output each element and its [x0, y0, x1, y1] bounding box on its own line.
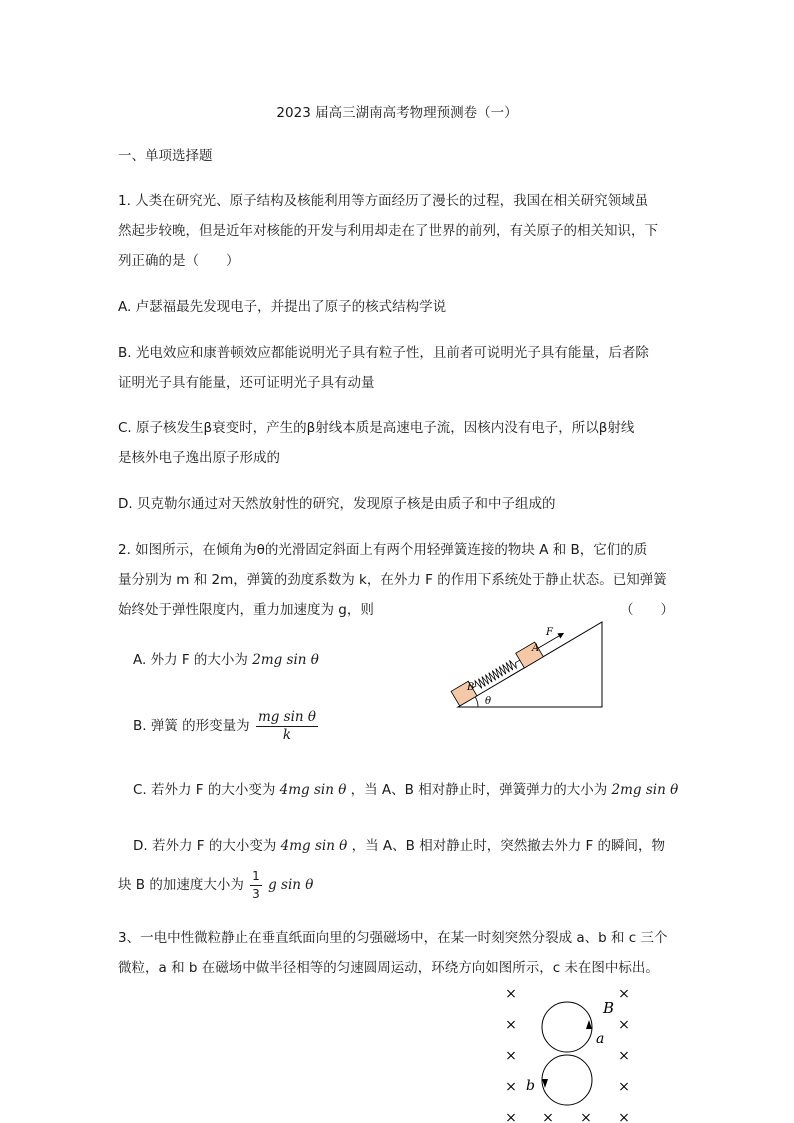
label-theta: θ	[485, 696, 492, 707]
q2-option-d-formula-1: 4mg sin θ	[280, 838, 348, 854]
q1-option-c-line-2: 是核外电子逸出原子形成的	[118, 450, 280, 466]
page-title: 2023 届高三湖南高考物理预测卷（一）	[276, 105, 518, 121]
label-particle-b: b	[526, 1078, 535, 1094]
q1-option-b-line-2: 证明光子具有能量，还可证明光子具有动量	[118, 375, 375, 391]
q2-option-d-line-1	[133, 836, 665, 856]
field-cross: ×	[618, 1110, 630, 1123]
fraction-numerator: 1	[250, 868, 262, 886]
q3-stem-line-1: 3、一电中性微粒静止在垂直纸面向里的匀强磁场中，在某一时刻突然分裂成 a、b 和 c 三个	[118, 930, 668, 946]
q1-stem-line-3: 列正确的是（ ）	[118, 253, 240, 269]
q2-option-c-text-2: ，当 A、B 相对静止时，弹簧弹力的大小为	[350, 782, 608, 798]
q2-answer-paren: （ ）	[620, 602, 674, 618]
q1-stem-line-1: 1. 人类在研究光、原子结构及核能利用等方面经历了漫长的过程，我国在相关研究领域虽	[118, 193, 649, 209]
field-cross: ×	[505, 1048, 517, 1064]
q2-option-c-formula-2: 2mg sin θ	[611, 782, 679, 798]
q2-option-a-text: A. 外力 F 的大小为	[133, 652, 248, 668]
label-block-b: B	[467, 682, 475, 693]
q1-stem-line-2: 然起步较晚，但是近年对核能的开发与利用却走在了世界的前列，有关原子的相关知识，下	[118, 223, 658, 239]
field-cross: ×	[618, 1017, 630, 1033]
q2-option-b	[133, 708, 320, 744]
q2-stem-line-2: 量分别为 m 和 2m，弹簧的劲度系数为 k，在外力 F 的作用下系统处于静止状态。已知弹簧	[118, 572, 667, 588]
field-cross: ×	[505, 1079, 517, 1095]
angle-arc	[475, 697, 478, 707]
section-heading: 一、单项选择题	[118, 148, 213, 164]
q2-stem-line-1: 2. 如图所示，在倾角为θ的光滑固定斜面上有两个用轻弹簧连接的物块 A 和 B，它们的质	[118, 542, 648, 558]
field-cross: ×	[505, 986, 517, 1002]
orbit-b	[542, 1055, 592, 1105]
q2-option-b-text: B. 弹簧 的形变量为	[133, 718, 250, 734]
q2-option-d-fraction	[250, 868, 262, 903]
fraction-denominator: k	[282, 726, 292, 743]
label-field-b: B	[603, 999, 615, 1017]
q2-option-d-text-1: D. 若外力 F 的大小变为	[133, 838, 277, 854]
label-particle-a: a	[596, 1031, 605, 1047]
q2-option-a-formula: 2mg sin θ	[252, 652, 319, 668]
field-cross: ×	[542, 1110, 554, 1123]
q2-option-d-line-2	[118, 867, 313, 903]
q2-stem-line-3: 始终处于弹性限度内，重力加速度为 g，则	[118, 602, 374, 618]
q2-option-b-fraction	[256, 709, 318, 744]
q1-option-a: A. 卢瑟福最先发现电子，并提出了原子的核式结构学说	[118, 299, 447, 315]
q2-option-a	[133, 650, 319, 670]
label-force: F	[546, 627, 553, 638]
field-cross: ×	[618, 1079, 630, 1095]
incline-spring-figure	[440, 610, 620, 715]
q2-option-d-text-3: 块 B 的加速度大小为	[118, 877, 244, 893]
q2-option-c	[133, 780, 678, 800]
field-cross: ×	[505, 1017, 517, 1033]
fraction-numerator: mg sin θ	[257, 708, 317, 725]
field-cross: ×	[618, 986, 630, 1002]
q1-option-c-line-1: C. 原子核发生β衰变时，产生的β射线本质是高速电子流，因核内没有电子，所以β射线	[118, 420, 635, 436]
field-cross: ×	[618, 1048, 630, 1064]
magnetic-field-figure	[495, 980, 645, 1123]
q1-option-d: D. 贝克勒尔通过对天然放射性的研究，发现原子核是由质子和中子组成的	[118, 496, 556, 512]
force-arrow-head	[557, 630, 565, 638]
q2-option-d-formula-2: g sin θ	[268, 877, 314, 893]
fraction-denominator: 3	[252, 886, 260, 901]
q3-stem-line-2: 微粒，a 和 b 在磁场中做半径相等的匀速圆周运动，环绕方向如图所示，c 未在图中标出。	[118, 960, 659, 976]
label-block-a: A	[532, 643, 540, 654]
q2-option-c-text-1: C. 若外力 F 的大小变为	[133, 782, 276, 798]
q1-option-b-line-1: B. 光电效应和康普顿效应都能说明光子具有粒子性，且前者可说明光子具有能量，后者除	[118, 345, 649, 361]
q2-option-c-formula-1: 4mg sin θ	[279, 782, 347, 798]
q2-option-d-text-2: ，当 A、B 相对静止时，突然撤去外力 F 的瞬间，物	[351, 838, 666, 854]
field-cross: ×	[580, 1110, 592, 1123]
field-cross: ×	[505, 1110, 517, 1123]
orbit-a	[542, 1002, 592, 1052]
